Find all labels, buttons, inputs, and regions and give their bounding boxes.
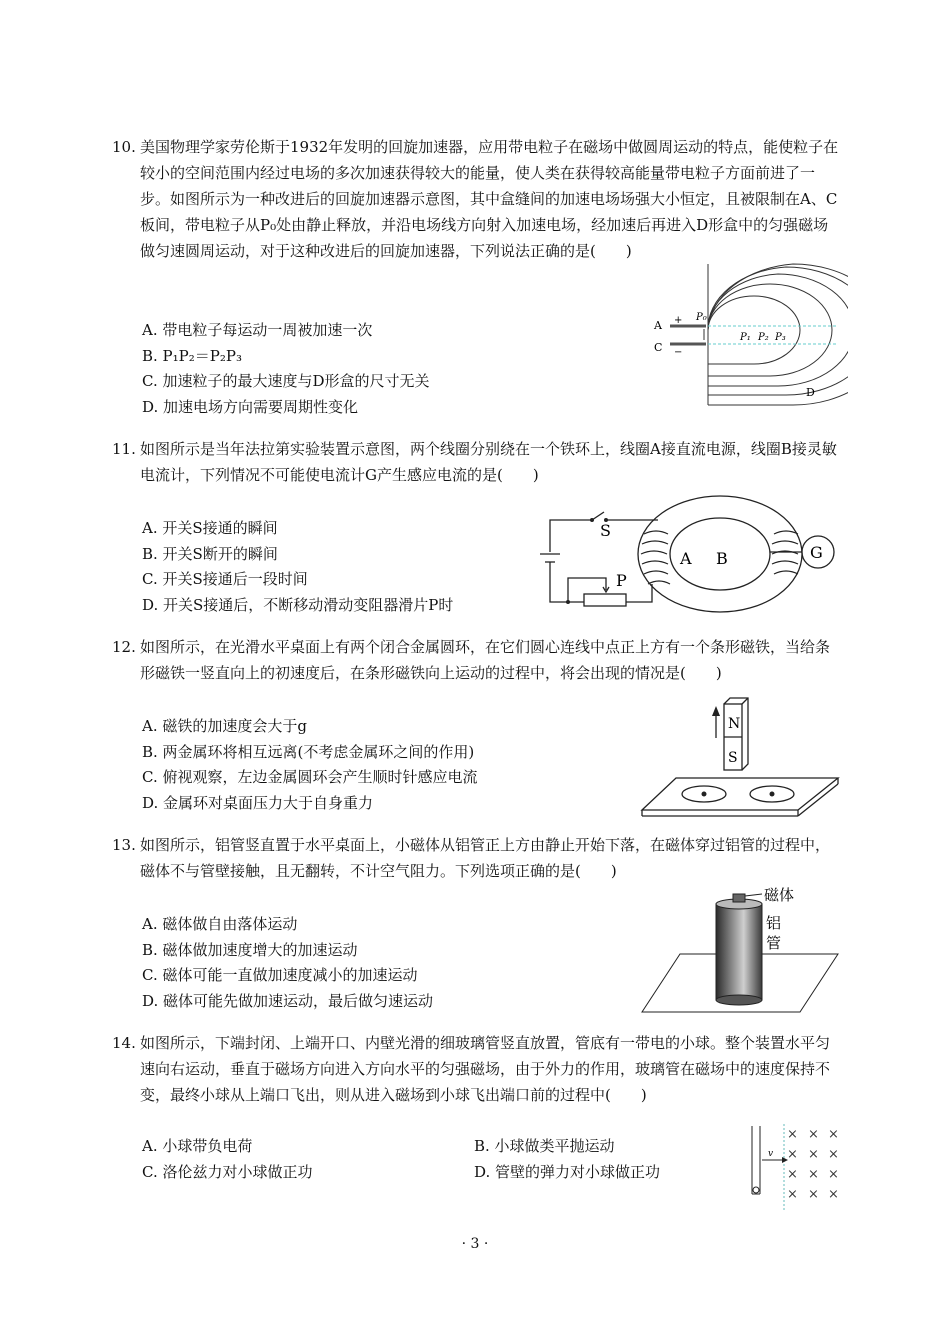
cyclotron-figure (648, 262, 848, 410)
label-c: C (654, 341, 663, 354)
field-cross: × (787, 1127, 798, 1142)
question-number: 14. (112, 1034, 136, 1052)
label-p3: P₃ (775, 332, 786, 343)
option-d: D. 金属环对桌面压力大于自身重力 (142, 793, 374, 812)
question-text: 如图所示，在光滑水平桌面上有两个闭合金属圆环，在它们圆心连线中点正上方有一个条形磁铁，当给条形磁铁一竖直向上的初速度后，在条形磁铁向上运动的过程中，将会出现的情况是( ) (140, 638, 831, 682)
field-cross: × (828, 1187, 839, 1202)
option-a: A. 磁体做自由落体运动 (142, 915, 298, 933)
option-a: A. 小球带负电荷 (142, 1137, 253, 1155)
option-d: D. 开关S接通后，不断移动滑动变阻器滑片P时 (142, 595, 454, 614)
field-cross: × (787, 1147, 798, 1162)
label-d: D (806, 386, 815, 399)
option-d: D. 磁体可能先做加速运动，最后做匀速运动 (142, 991, 434, 1010)
option-c: C. 加速粒子的最大速度与D形盒的尺寸无关 (142, 372, 430, 390)
label-tube-2: 管 (766, 934, 782, 952)
question-text: 美国物理学家劳伦斯于1932年发明的回旋加速器，应用带电粒子在磁场中做圆周运动的特点，能使粒子在较小的空间范围内经过电场的多次加速获得较大的能量，使人类在获得较高能量带电粒子方面前进了一步。如图所示为一种改进后的回旋加速器示意图，其中盒缝间的加速电场场强大小恒定，且被限制在A、C板间，带电粒子从P₀处由静止释放，并沿电场线方向射入加速电场，经加速后再进入D形盒中的匀强磁场做匀速圆周运动，对于这种改进后的回旋加速器，下列说法正确的是( ) (140, 138, 839, 260)
options-12 (142, 714, 477, 816)
option-c: C. 开关S接通后一段时间 (142, 570, 308, 588)
field-cross: × (828, 1127, 839, 1142)
option-c: C. 洛伦兹力对小球做正功 (142, 1162, 313, 1181)
field-cross: × (808, 1167, 819, 1182)
option-b: B. 小球做类平抛运动 (474, 1137, 615, 1155)
label-s: S (728, 750, 738, 766)
label-p: P (616, 571, 627, 590)
option-a: A. 磁铁的加速度会大于g (142, 717, 307, 735)
glass-tube-field-figure (740, 1122, 850, 1214)
option-b: B. P₁P₂＝P₂P₃ (142, 346, 242, 365)
question-12 (112, 634, 842, 686)
question-number: 11. (112, 440, 136, 458)
label-p2: P₂ (758, 332, 769, 343)
option-b: B. 开关S断开的瞬间 (142, 544, 278, 563)
field-cross: × (787, 1187, 798, 1202)
page-number: · 3 · (461, 1236, 489, 1252)
label-magnet: 磁体 (764, 886, 795, 904)
question-text: 如图所示，下端封闭、上端开口、内壁光滑的细玻璃管竖直放置，管底有一带电的小球。整个装置水平匀速向右运动，垂直于磁场方向进入方向水平的匀强磁场，由于外力的作用，玻璃管在磁场中的速度保持不变，最终小球从上端口飞出，则从进入磁场到小球飞出端口前的过程中( ) (140, 1034, 831, 1104)
question-number: 10. (112, 138, 136, 156)
label-v: v (768, 1149, 774, 1159)
option-a: A. 带电粒子每运动一周被加速一次 (142, 321, 373, 339)
faraday-ring-figure (540, 494, 840, 620)
question-number: 12. (112, 638, 136, 656)
field-cross: × (808, 1187, 819, 1202)
aluminum-tube-figure (640, 884, 840, 1014)
option-b: B. 磁体做加速度增大的加速运动 (142, 940, 358, 959)
label-coil-b: B (716, 549, 728, 568)
label-plus: + (674, 315, 683, 326)
options-14 (142, 1134, 742, 1185)
field-cross: × (808, 1147, 819, 1162)
field-cross: × (828, 1147, 839, 1162)
label-galvanometer: G (810, 543, 823, 562)
question-10 (112, 134, 842, 264)
label-tube-1: 铝 (766, 914, 782, 932)
option-c: C. 俯视观察，左边金属圆环会产生顺时针感应电流 (142, 768, 478, 786)
option-a: A. 开关S接通的瞬间 (142, 519, 278, 537)
question-number: 13. (112, 836, 136, 854)
label-coil-a: A (680, 549, 692, 568)
magnet-rings-figure (640, 694, 840, 822)
option-b: B. 两金属环将相互远离(不考虑金属环之间的作用) (142, 742, 475, 761)
field-cross: × (787, 1167, 798, 1182)
question-text: 如图所示是当年法拉第实验装置示意图，两个线圈分别绕在一个铁环上，线圈A接直流电源，线圈B接灵敏电流计，下列情况不可能使电流计G产生感应电流的是( ) (140, 440, 837, 484)
question-11 (112, 436, 842, 488)
question-13 (112, 832, 842, 884)
option-d: D. 加速电场方向需要周期性变化 (142, 397, 359, 416)
options-13 (142, 912, 433, 1014)
question-14 (112, 1030, 842, 1108)
label-minus: − (674, 347, 683, 358)
options-11 (142, 516, 453, 618)
question-text: 如图所示，铝管竖直置于水平桌面上，小磁体从铝管正上方由静止开始下落，在磁体穿过铝管的过程中，磁体不与管壁接触，且无翻转，不计空气阻力。下列选项正确的是( ) (140, 836, 831, 880)
label-p0: P₀ (696, 312, 707, 323)
label-n: N (728, 716, 741, 732)
label-a: A (654, 319, 662, 332)
options-10 (142, 318, 430, 420)
label-s: S (600, 521, 611, 540)
field-cross: × (808, 1127, 819, 1142)
field-cross: × (828, 1167, 839, 1182)
option-d: D. 管壁的弹力对小球做正功 (474, 1162, 661, 1181)
option-c: C. 磁体可能一直做加速度减小的加速运动 (142, 966, 418, 984)
label-p1: P₁ (740, 332, 751, 343)
